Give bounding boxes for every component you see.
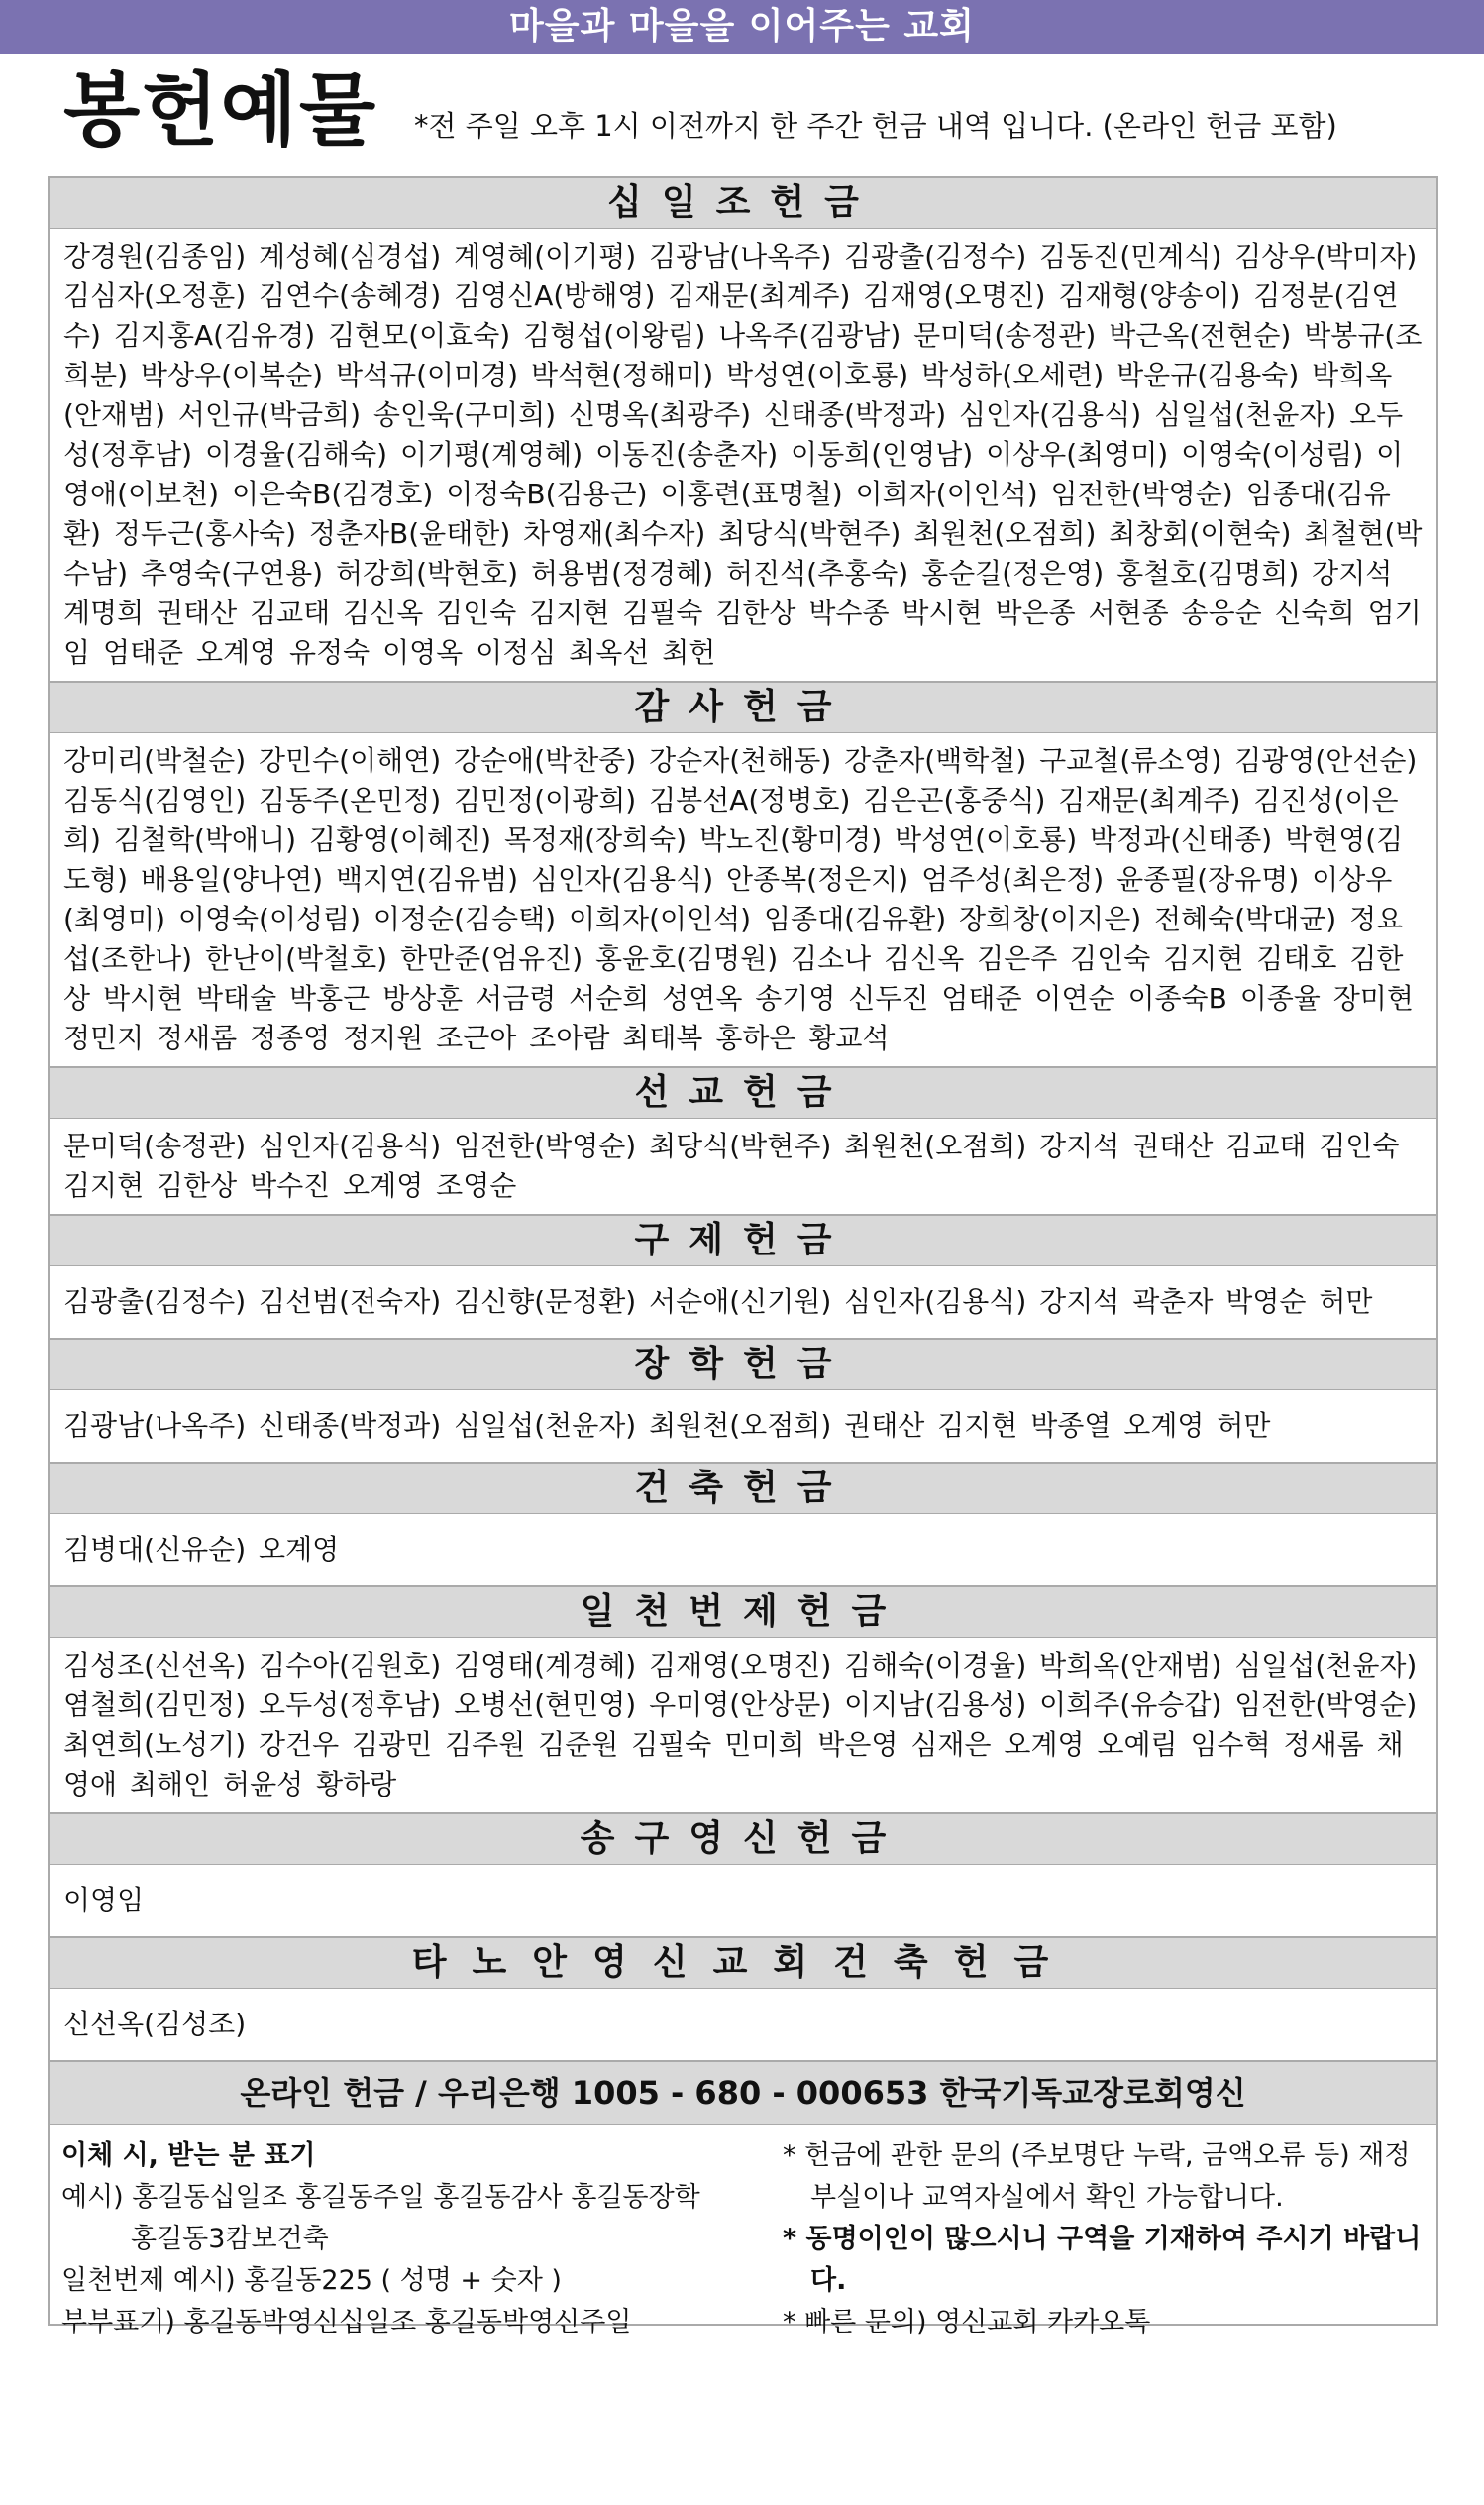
inquiry-notes (783, 2135, 1427, 2343)
inquiry-note-1: * 헌금에 관한 문의 (주보명단 누락, 금액오류 등) 재정부실이나 교역자실에서 확인 가능합니다. (783, 2140, 1411, 2213)
section-heading-tithe: 십일조헌금 (50, 178, 1436, 229)
transfer-guide-thousand: 일천번제 예시) 홍길동225 ( 성명 + 숫자 ) (61, 2265, 562, 2296)
transfer-guide-title: 이체 시, 받는 분 표기 (61, 2140, 316, 2171)
section-names-building: 김병대(신유순) 오계영 (50, 1514, 1436, 1587)
online-offering-account: 온라인 헌금 / 우리은행 1005 - 680 - 000653 한국기독교장로회영신 (50, 2062, 1436, 2125)
transfer-guide-example: 예시) 홍길동십일조 홍길동주일 홍길동감사 홍길동장학 (61, 2182, 700, 2213)
inquiry-note-2: * 동명이인이 많으시니 구역을 기재하여 주시기 바랍니다. (783, 2224, 1422, 2296)
transfer-guide-couple: 부부표기) 홍길동박영신십일조 홍길동박영신주일 (61, 2307, 632, 2338)
section-names-mission: 문미덕(송정관) 심인자(김용식) 임전한(박영순) 최당식(박현주) 최원천(오점희) 강지석 권태산 김교태 김인숙 김지현 김한상 박수진 오계영 조영순 (50, 1119, 1436, 1216)
section-heading-building: 건축헌금 (50, 1464, 1436, 1514)
section-names-thousand-offering: 김성조(신선옥) 김수아(김원호) 김영태(계경혜) 김재영(오명진) 김해숙(이경율) 박희옥(안재범) 심일섭(천윤자) 염철희(김민정) 오두성(정후남) 오병선(현민영) 우미영(안상문) 이지남(김용성) 이희주(유승갑) 임전한(박영순) 최연희(노성기) 강건우 김광민 김주원 김준원 김필숙 민미희 박은영 심재은 오계영 오예림 임수혁 정새롬 채영애 최해인 허윤성 황하랑 (50, 1638, 1436, 1814)
section-heading-relief: 구제헌금 (50, 1216, 1436, 1266)
transfer-naming-guide (61, 2135, 814, 2343)
section-names-relief: 김광출(김정수) 김선범(전숙자) 김신향(문정환) 서순애(신기원) 심인자(김용식) 강지석 곽춘자 박영순 허만 (50, 1266, 1436, 1340)
transfer-guide-example-cont: 홍길동3캄보건축 (131, 2224, 329, 2254)
transfer-info (50, 2125, 1436, 2338)
section-names-tithe: 강경원(김종임) 계성혜(심경섭) 계영혜(이기평) 김광남(나옥주) 김광출(김정수) 김동진(민계식) 김상우(박미자) 김심자(오정훈) 김연수(송혜경) 김영신A(방해영) 김재문(최계주) 김재영(오명진) 김재형(양송이) 김정분(김연수) 김지홍A(김유경) 김현모(이효숙) 김형섭(이왕림) 나옥주(김광남) 문미덕(송정관) 박근옥(전현순) 박봉규(조희분) 박상우(이복순) 박석규(이미경) 박석현(정해미) 박성연(이호룡) 박성하(오세련) 박운규(김용숙) 박희옥(안재범) 서인규(박금희) 송인욱(구미희) 신명옥(최광주) 신태종(박정과) 심인자(김용식) 심일섭(천윤자) 오두성(정후남) 이경율(김해숙) 이기평(계영혜) 이동진(송춘자) 이동희(인영남) 이상우(최영미) 이영숙(이성림) 이영애(이보천) 이은숙B(김경호) 이정숙B(김용근) 이홍련(표명철) 이희자(이인석) 임전한(박영순) 임종대(김유환) 정두근(홍사숙) 정춘자B(윤태한) 차영재(최수자) 최당식(박현주) 최원천(오점희) 최창회(이현숙) 최철현(박수남) 추영숙(구연용) 허강희(박현호) 허용범(정경혜) 허진석(추홍숙) 홍순길(정은영) 홍철호(김명희) 강지석 계명희 권태산 김교태 김신옥 김인숙 김지현 김필숙 김한상 박수종 박시현 박은종 서현종 송응순 신숙희 엄기임 엄태준 오계영 유정숙 이영옥 이정심 최옥선 최헌 (50, 229, 1436, 683)
section-heading-scholarship: 장학헌금 (50, 1340, 1436, 1390)
page-subtitle: *전 주일 오후 1시 이전까지 한 주간 헌금 내역 입니다. (온라인 헌금 포함) (414, 109, 1337, 143)
page-title: 봉헌예물 (63, 63, 378, 157)
section-heading-thanks: 감사헌금 (50, 683, 1436, 733)
offering-list-box (48, 176, 1438, 2338)
inquiry-note-3: * 빠른 문의) 영신교회 카카오톡 (783, 2307, 1151, 2338)
section-heading-mission: 선교헌금 (50, 1068, 1436, 1119)
section-heading-tanoan-building: 타노안영신교회건축헌금 (50, 1938, 1436, 1989)
section-names-new-year: 이영임 (50, 1865, 1436, 1938)
section-heading-thousand-offering: 일천번제헌금 (50, 1587, 1436, 1638)
section-heading-new-year: 송구영신헌금 (50, 1814, 1436, 1865)
section-names-scholarship: 김광남(나옥주) 신태종(박정과) 심일섭(천윤자) 최원천(오점희) 권태산 김지현 박종열 오계영 허만 (50, 1390, 1436, 1464)
church-slogan-banner: 마을과 마을을 이어주는 교회 (0, 0, 1484, 54)
section-names-tanoan-building: 신선옥(김성조) (50, 1989, 1436, 2062)
section-names-thanks: 강미리(박철순) 강민수(이해연) 강순애(박찬중) 강순자(천해동) 강춘자(백학철) 구교철(류소영) 김광영(안선순) 김동식(김영인) 김동주(온민정) 김민정(이광희) 김봉선A(정병호) 김은곤(홍중식) 김재문(최계주) 김진성(이은희) 김철학(박애니) 김황영(이혜진) 목정재(장희숙) 박노진(황미경) 박성연(이호룡) 박정과(신태종) 박현영(김도형) 배용일(양나연) 백지연(김유범) 심인자(김용식) 안종복(정은지) 엄주성(최은정) 윤종필(장유명) 이상우(최영미) 이영숙(이성림) 이정순(김승택) 이희자(이인석) 임종대(김유환) 장희창(이지은) 전혜숙(박대균) 정요섭(조한나) 한난이(박철호) 한만준(엄유진) 홍윤호(김명원) 김소나 김신옥 김은주 김인숙 김지현 김태호 김한상 박시현 박태술 박홍근 방상훈 서금령 서순희 성연옥 송기영 신두진 엄태준 이연순 이종숙B 이종율 장미현 정민지 정새롬 정종영 정지원 조근아 조아람 최태복 홍하은 황교석 (50, 733, 1436, 1068)
